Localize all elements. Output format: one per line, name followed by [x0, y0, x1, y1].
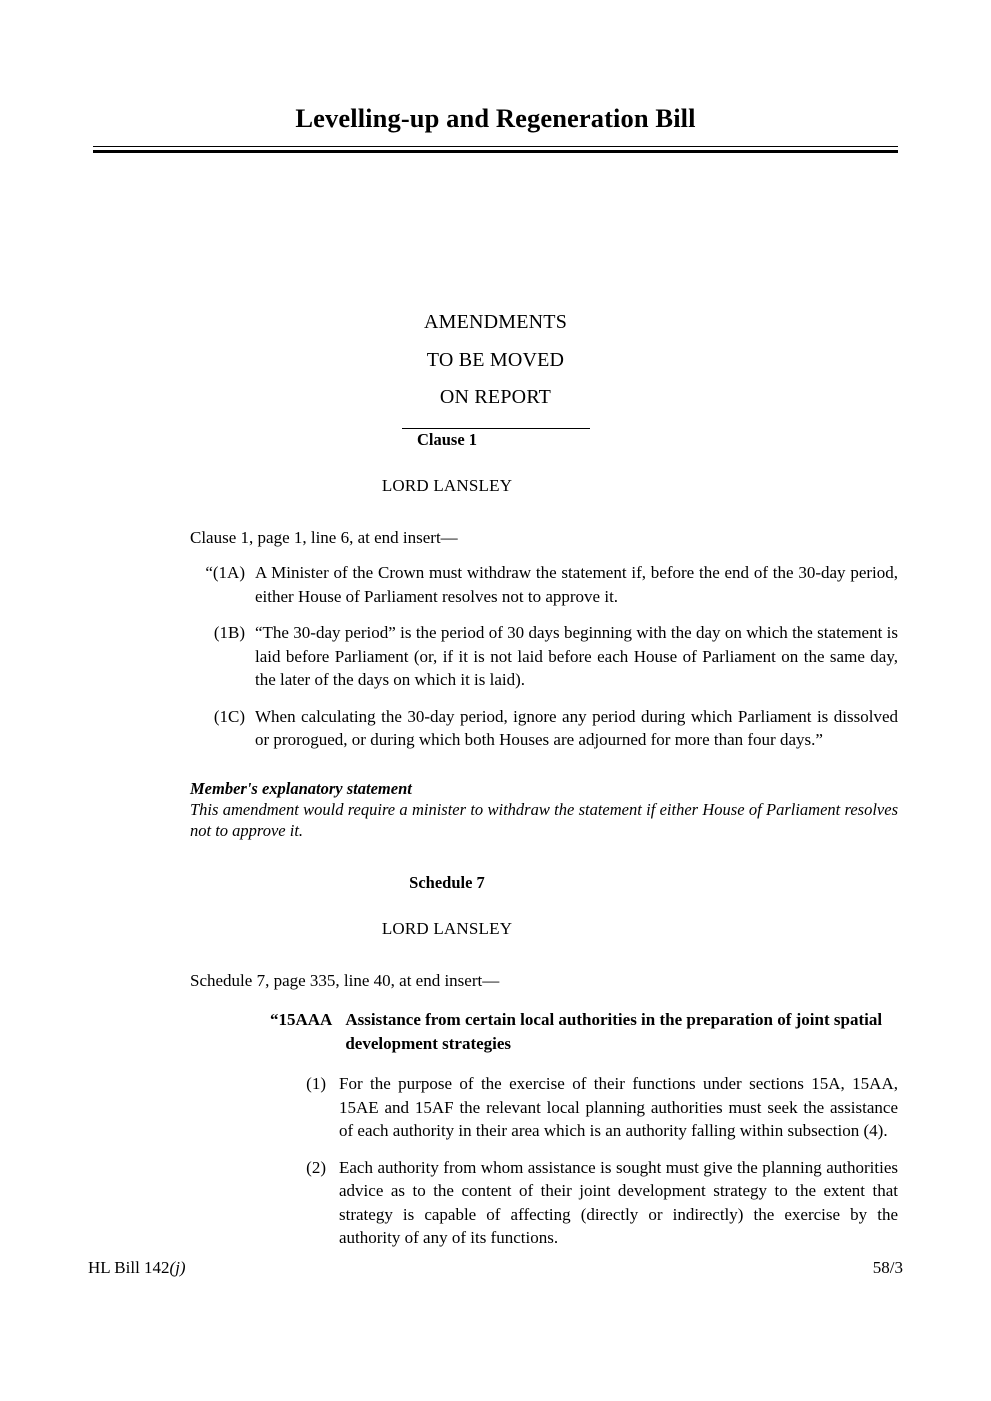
- explanatory-statement-heading: Member's explanatory statement: [190, 778, 412, 798]
- amendments-heading-block: [93, 304, 898, 429]
- paragraph-text: When calculating the 30-day period, ignore any period during which Parliament is dissolved or prorogued, or during which both Houses are adjourned for more than four days.”: [255, 706, 898, 749]
- section-head-clause-1: Clause 1: [416, 430, 478, 449]
- amendment-paragraph: [278, 1156, 898, 1250]
- page-reference: 58/3: [872, 1258, 903, 1277]
- member-name-schedule-7: LORD LANSLEY: [381, 919, 513, 938]
- bill-reference-main: HL Bill 142: [88, 1258, 170, 1277]
- title-rule-thin: [93, 146, 898, 147]
- page-title: Levelling-up and Regeneration Bill: [295, 103, 696, 133]
- amendment-paragraph: [183, 621, 898, 692]
- section-clause-1: [190, 430, 898, 841]
- heading-divider: [402, 428, 590, 430]
- amendment-paragraph: [183, 561, 898, 608]
- new-section-title: Assistance from certain local authorities in the preparation of joint spatial development strategies: [345, 1010, 883, 1053]
- paragraph-marker: (1C): [213, 706, 245, 726]
- amendment-paragraph: [183, 705, 898, 752]
- member-name-clause-1: LORD LANSLEY: [381, 476, 513, 495]
- paragraph-marker: (1): [306, 1074, 326, 1093]
- paragraph-marker: (1B): [213, 623, 245, 642]
- explanatory-statement-text: This amendment would require a minister to withdraw the statement if either House of Parliament resolves not to approve it.: [190, 799, 898, 840]
- amendment-paragraph: [278, 1072, 898, 1143]
- page-footer: [88, 1258, 903, 1278]
- paragraph-marker: “(1A): [205, 563, 245, 582]
- bill-reference: [88, 1258, 186, 1278]
- new-section-number: “15AAA: [270, 1010, 333, 1029]
- heading-line-to-be-moved: TO BE MOVED: [426, 348, 565, 371]
- lead-in-clause-1: Clause 1, page 1, line 6, at end insert—: [190, 528, 458, 547]
- heading-line-on-report: ON REPORT: [439, 386, 552, 408]
- section-schedule-7: [190, 873, 898, 1250]
- bill-reference-suffix: (j): [169, 1258, 186, 1277]
- new-section-heading: [270, 1008, 898, 1055]
- paragraph-text: A Minister of the Crown must withdraw the statement if, before the end of the 30-day period, either House of Parliament resolves not to approve it.: [255, 563, 898, 606]
- paragraph-text: Each authority from whom assistance is sought must give the planning authorities advice as to the content of their joint development strategy to the extent that strategy is capable of affecting (directly or indirectly) the exercise by the authority of any of its functions.: [339, 1157, 898, 1247]
- heading-line-amendments: AMENDMENTS: [423, 311, 568, 333]
- section-head-schedule-7: Schedule 7: [409, 873, 485, 892]
- lead-in-schedule-7: Schedule 7, page 335, line 40, at end insert—: [190, 971, 500, 990]
- paragraph-text: For the purpose of the exercise of their functions under sections 15A, 15AA, 15AE and 15AF the relevant local planning authorities must seek the assistance of each authority in their area which is an authority falling within subsection (4).: [339, 1074, 898, 1140]
- paragraph-text: “The 30-day period” is the period of 30 days beginning with the day on which the statement is laid before Parliament (or, if it is not laid before each House of Parliament on the same day, the later of the days on which it is laid).: [255, 623, 898, 689]
- paragraph-marker: (2): [306, 1157, 326, 1177]
- title-rule-thick: [93, 150, 898, 153]
